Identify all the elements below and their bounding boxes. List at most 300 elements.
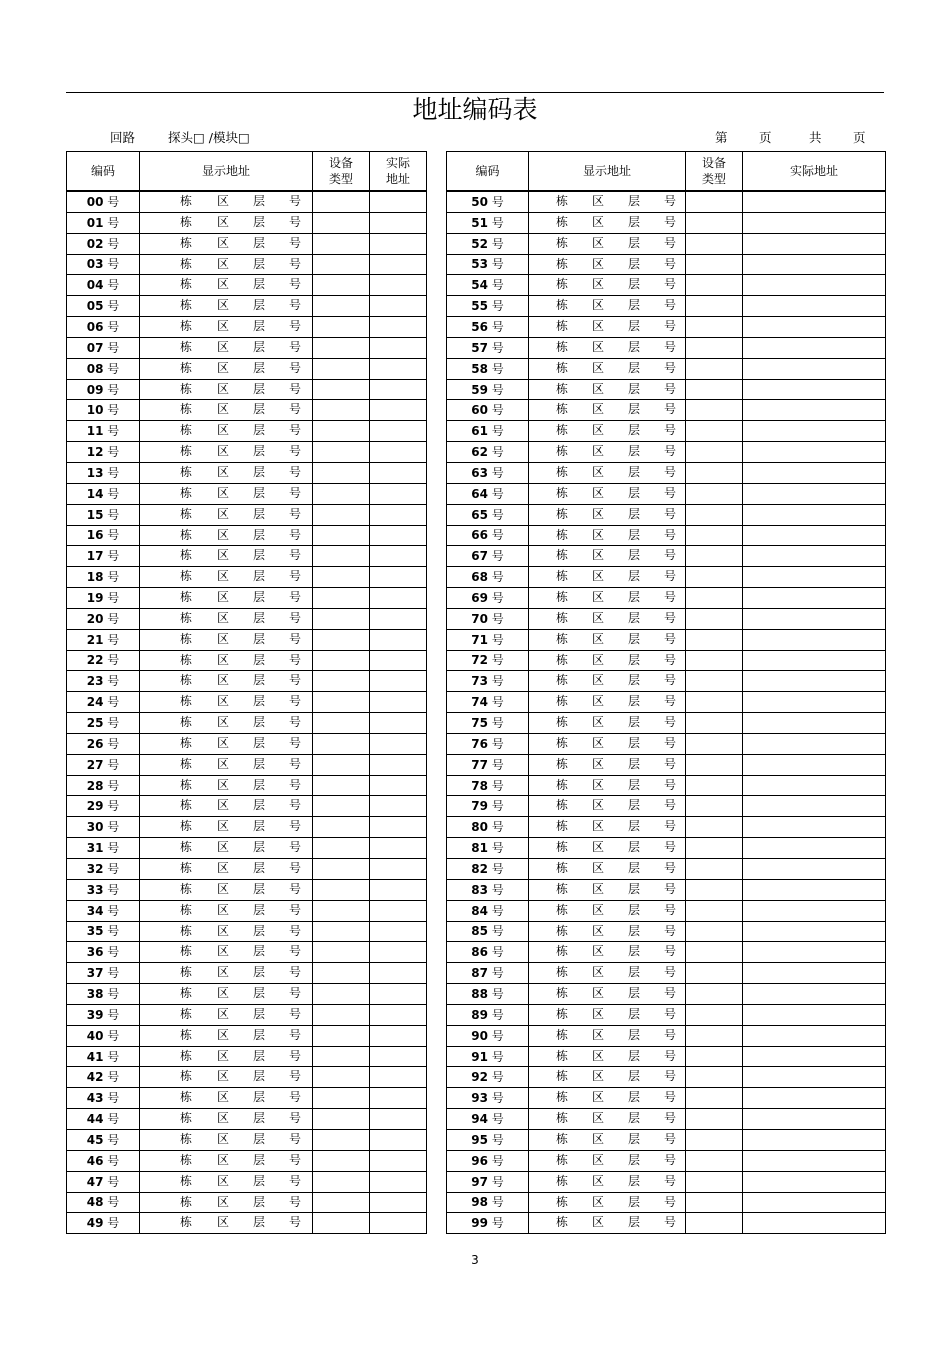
actual-address-cell[interactable] xyxy=(743,1192,886,1213)
actual-address-cell[interactable] xyxy=(370,400,427,421)
device-type-cell[interactable] xyxy=(686,608,743,629)
display-address-cell[interactable] xyxy=(140,546,313,567)
display-address-cell[interactable] xyxy=(140,337,313,358)
display-address-cell[interactable] xyxy=(140,1004,313,1025)
device-type-cell[interactable] xyxy=(686,1192,743,1213)
device-type-cell[interactable] xyxy=(313,1171,370,1192)
device-type-cell[interactable] xyxy=(686,1025,743,1046)
device-type-cell[interactable] xyxy=(313,546,370,567)
device-type-cell[interactable] xyxy=(313,650,370,671)
display-address-cell[interactable] xyxy=(529,504,686,525)
actual-address-cell[interactable] xyxy=(370,317,427,338)
display-address-cell[interactable] xyxy=(140,588,313,609)
display-address-cell[interactable] xyxy=(529,1067,686,1088)
display-address-cell[interactable] xyxy=(529,1171,686,1192)
actual-address-cell[interactable] xyxy=(370,921,427,942)
display-address-cell[interactable] xyxy=(529,713,686,734)
actual-address-cell[interactable] xyxy=(743,984,886,1005)
display-address-cell[interactable] xyxy=(140,1150,313,1171)
actual-address-cell[interactable] xyxy=(743,254,886,275)
actual-address-cell[interactable] xyxy=(743,1129,886,1150)
actual-address-cell[interactable] xyxy=(743,775,886,796)
display-address-cell[interactable] xyxy=(529,379,686,400)
actual-address-cell[interactable] xyxy=(743,859,886,880)
actual-address-cell[interactable] xyxy=(370,1109,427,1130)
actual-address-cell[interactable] xyxy=(743,379,886,400)
display-address-cell[interactable] xyxy=(529,859,686,880)
display-address-cell[interactable] xyxy=(140,212,313,233)
device-type-cell[interactable] xyxy=(313,838,370,859)
display-address-cell[interactable] xyxy=(529,1004,686,1025)
actual-address-cell[interactable] xyxy=(743,692,886,713)
display-address-cell[interactable] xyxy=(529,733,686,754)
device-type-cell[interactable] xyxy=(313,1025,370,1046)
display-address-cell[interactable] xyxy=(529,567,686,588)
actual-address-cell[interactable] xyxy=(743,191,886,212)
actual-address-cell[interactable] xyxy=(370,483,427,504)
actual-address-cell[interactable] xyxy=(370,1046,427,1067)
display-address-cell[interactable] xyxy=(140,1171,313,1192)
actual-address-cell[interactable] xyxy=(743,546,886,567)
actual-address-cell[interactable] xyxy=(370,379,427,400)
display-address-cell[interactable] xyxy=(529,588,686,609)
actual-address-cell[interactable] xyxy=(370,462,427,483)
actual-address-cell[interactable] xyxy=(370,567,427,588)
display-address-cell[interactable] xyxy=(140,733,313,754)
actual-address-cell[interactable] xyxy=(370,796,427,817)
device-type-cell[interactable] xyxy=(686,400,743,421)
device-type-cell[interactable] xyxy=(686,1109,743,1130)
display-address-cell[interactable] xyxy=(529,1088,686,1109)
actual-address-cell[interactable] xyxy=(743,713,886,734)
actual-address-cell[interactable] xyxy=(370,733,427,754)
actual-address-cell[interactable] xyxy=(743,442,886,463)
device-type-cell[interactable] xyxy=(313,921,370,942)
device-type-cell[interactable] xyxy=(313,713,370,734)
actual-address-cell[interactable] xyxy=(370,879,427,900)
actual-address-cell[interactable] xyxy=(743,921,886,942)
device-type-cell[interactable] xyxy=(686,462,743,483)
device-type-cell[interactable] xyxy=(313,879,370,900)
display-address-cell[interactable] xyxy=(140,567,313,588)
actual-address-cell[interactable] xyxy=(370,608,427,629)
actual-address-cell[interactable] xyxy=(370,588,427,609)
display-address-cell[interactable] xyxy=(529,1213,686,1234)
device-type-cell[interactable] xyxy=(313,296,370,317)
device-type-cell[interactable] xyxy=(686,588,743,609)
actual-address-cell[interactable] xyxy=(370,421,427,442)
actual-address-cell[interactable] xyxy=(370,775,427,796)
display-address-cell[interactable] xyxy=(140,462,313,483)
display-address-cell[interactable] xyxy=(140,838,313,859)
device-type-cell[interactable] xyxy=(313,1046,370,1067)
display-address-cell[interactable] xyxy=(140,817,313,838)
display-address-cell[interactable] xyxy=(529,525,686,546)
display-address-cell[interactable] xyxy=(529,942,686,963)
actual-address-cell[interactable] xyxy=(370,1004,427,1025)
actual-address-cell[interactable] xyxy=(743,1213,886,1234)
device-type-cell[interactable] xyxy=(313,629,370,650)
device-type-cell[interactable] xyxy=(686,1004,743,1025)
device-type-cell[interactable] xyxy=(686,567,743,588)
device-type-cell[interactable] xyxy=(686,191,743,212)
device-type-cell[interactable] xyxy=(313,963,370,984)
display-address-cell[interactable] xyxy=(140,879,313,900)
display-address-cell[interactable] xyxy=(140,775,313,796)
actual-address-cell[interactable] xyxy=(743,233,886,254)
device-type-cell[interactable] xyxy=(313,588,370,609)
device-type-cell[interactable] xyxy=(686,254,743,275)
display-address-cell[interactable] xyxy=(140,400,313,421)
display-address-cell[interactable] xyxy=(140,296,313,317)
device-type-cell[interactable] xyxy=(313,421,370,442)
device-type-cell[interactable] xyxy=(686,379,743,400)
actual-address-cell[interactable] xyxy=(743,567,886,588)
device-type-cell[interactable] xyxy=(686,546,743,567)
actual-address-cell[interactable] xyxy=(370,442,427,463)
display-address-cell[interactable] xyxy=(529,1150,686,1171)
device-type-cell[interactable] xyxy=(313,1088,370,1109)
actual-address-cell[interactable] xyxy=(370,1088,427,1109)
actual-address-cell[interactable] xyxy=(370,191,427,212)
device-type-cell[interactable] xyxy=(313,567,370,588)
actual-address-cell[interactable] xyxy=(743,900,886,921)
actual-address-cell[interactable] xyxy=(743,754,886,775)
display-address-cell[interactable] xyxy=(140,442,313,463)
display-address-cell[interactable] xyxy=(529,671,686,692)
actual-address-cell[interactable] xyxy=(743,588,886,609)
display-address-cell[interactable] xyxy=(140,483,313,504)
display-address-cell[interactable] xyxy=(140,921,313,942)
actual-address-cell[interactable] xyxy=(370,817,427,838)
actual-address-cell[interactable] xyxy=(743,671,886,692)
device-type-cell[interactable] xyxy=(686,754,743,775)
device-type-cell[interactable] xyxy=(313,942,370,963)
device-type-cell[interactable] xyxy=(313,984,370,1005)
display-address-cell[interactable] xyxy=(140,713,313,734)
actual-address-cell[interactable] xyxy=(743,525,886,546)
device-type-cell[interactable] xyxy=(686,1171,743,1192)
display-address-cell[interactable] xyxy=(529,838,686,859)
device-type-cell[interactable] xyxy=(313,859,370,880)
device-type-cell[interactable] xyxy=(686,1150,743,1171)
actual-address-cell[interactable] xyxy=(743,1004,886,1025)
actual-address-cell[interactable] xyxy=(370,525,427,546)
actual-address-cell[interactable] xyxy=(370,942,427,963)
actual-address-cell[interactable] xyxy=(370,358,427,379)
display-address-cell[interactable] xyxy=(529,754,686,775)
display-address-cell[interactable] xyxy=(140,650,313,671)
device-type-cell[interactable] xyxy=(686,212,743,233)
actual-address-cell[interactable] xyxy=(743,212,886,233)
actual-address-cell[interactable] xyxy=(370,254,427,275)
display-address-cell[interactable] xyxy=(140,1213,313,1234)
device-type-cell[interactable] xyxy=(313,796,370,817)
device-type-cell[interactable] xyxy=(686,296,743,317)
device-type-cell[interactable] xyxy=(686,317,743,338)
device-type-cell[interactable] xyxy=(686,921,743,942)
display-address-cell[interactable] xyxy=(140,525,313,546)
display-address-cell[interactable] xyxy=(529,1025,686,1046)
display-address-cell[interactable] xyxy=(529,775,686,796)
device-type-cell[interactable] xyxy=(313,692,370,713)
device-type-cell[interactable] xyxy=(686,963,743,984)
display-address-cell[interactable] xyxy=(529,191,686,212)
display-address-cell[interactable] xyxy=(529,1192,686,1213)
display-address-cell[interactable] xyxy=(529,254,686,275)
actual-address-cell[interactable] xyxy=(743,796,886,817)
display-address-cell[interactable] xyxy=(140,1129,313,1150)
display-address-cell[interactable] xyxy=(140,421,313,442)
actual-address-cell[interactable] xyxy=(370,504,427,525)
actual-address-cell[interactable] xyxy=(743,1025,886,1046)
display-address-cell[interactable] xyxy=(529,1109,686,1130)
device-type-cell[interactable] xyxy=(313,275,370,296)
actual-address-cell[interactable] xyxy=(743,1046,886,1067)
device-type-cell[interactable] xyxy=(686,629,743,650)
display-address-cell[interactable] xyxy=(529,817,686,838)
actual-address-cell[interactable] xyxy=(743,838,886,859)
display-address-cell[interactable] xyxy=(140,608,313,629)
device-type-cell[interactable] xyxy=(313,212,370,233)
actual-address-cell[interactable] xyxy=(743,629,886,650)
device-type-cell[interactable] xyxy=(686,879,743,900)
display-address-cell[interactable] xyxy=(140,379,313,400)
display-address-cell[interactable] xyxy=(529,900,686,921)
device-type-cell[interactable] xyxy=(313,400,370,421)
display-address-cell[interactable] xyxy=(529,421,686,442)
device-type-cell[interactable] xyxy=(686,942,743,963)
device-type-cell[interactable] xyxy=(686,984,743,1005)
display-address-cell[interactable] xyxy=(529,629,686,650)
device-type-cell[interactable] xyxy=(686,337,743,358)
device-type-cell[interactable] xyxy=(313,754,370,775)
display-address-cell[interactable] xyxy=(529,921,686,942)
device-type-cell[interactable] xyxy=(686,233,743,254)
device-type-cell[interactable] xyxy=(313,254,370,275)
display-address-cell[interactable] xyxy=(140,358,313,379)
device-type-cell[interactable] xyxy=(686,671,743,692)
display-address-cell[interactable] xyxy=(140,1067,313,1088)
device-type-cell[interactable] xyxy=(313,1192,370,1213)
display-address-cell[interactable] xyxy=(140,191,313,212)
actual-address-cell[interactable] xyxy=(743,1067,886,1088)
actual-address-cell[interactable] xyxy=(370,671,427,692)
display-address-cell[interactable] xyxy=(140,1025,313,1046)
device-type-cell[interactable] xyxy=(686,504,743,525)
device-type-cell[interactable] xyxy=(686,483,743,504)
device-type-cell[interactable] xyxy=(313,1213,370,1234)
device-type-cell[interactable] xyxy=(313,671,370,692)
display-address-cell[interactable] xyxy=(529,233,686,254)
actual-address-cell[interactable] xyxy=(743,879,886,900)
display-address-cell[interactable] xyxy=(140,504,313,525)
actual-address-cell[interactable] xyxy=(370,754,427,775)
device-type-cell[interactable] xyxy=(313,775,370,796)
actual-address-cell[interactable] xyxy=(370,963,427,984)
display-address-cell[interactable] xyxy=(140,1046,313,1067)
actual-address-cell[interactable] xyxy=(370,859,427,880)
actual-address-cell[interactable] xyxy=(743,400,886,421)
device-type-cell[interactable] xyxy=(313,358,370,379)
display-address-cell[interactable] xyxy=(529,483,686,504)
display-address-cell[interactable] xyxy=(140,796,313,817)
actual-address-cell[interactable] xyxy=(743,358,886,379)
device-type-cell[interactable] xyxy=(313,1067,370,1088)
actual-address-cell[interactable] xyxy=(743,1150,886,1171)
actual-address-cell[interactable] xyxy=(370,1192,427,1213)
device-type-cell[interactable] xyxy=(686,1213,743,1234)
display-address-cell[interactable] xyxy=(529,879,686,900)
device-type-cell[interactable] xyxy=(313,525,370,546)
display-address-cell[interactable] xyxy=(529,358,686,379)
actual-address-cell[interactable] xyxy=(743,1109,886,1130)
actual-address-cell[interactable] xyxy=(743,421,886,442)
display-address-cell[interactable] xyxy=(529,963,686,984)
actual-address-cell[interactable] xyxy=(743,942,886,963)
device-type-cell[interactable] xyxy=(686,358,743,379)
device-type-cell[interactable] xyxy=(313,483,370,504)
device-type-cell[interactable] xyxy=(686,1046,743,1067)
actual-address-cell[interactable] xyxy=(370,1213,427,1234)
actual-address-cell[interactable] xyxy=(370,629,427,650)
display-address-cell[interactable] xyxy=(529,796,686,817)
device-type-cell[interactable] xyxy=(313,191,370,212)
display-address-cell[interactable] xyxy=(529,400,686,421)
device-type-cell[interactable] xyxy=(686,1067,743,1088)
device-type-cell[interactable] xyxy=(686,1129,743,1150)
device-type-cell[interactable] xyxy=(686,859,743,880)
display-address-cell[interactable] xyxy=(529,650,686,671)
actual-address-cell[interactable] xyxy=(743,317,886,338)
device-type-cell[interactable] xyxy=(686,733,743,754)
actual-address-cell[interactable] xyxy=(743,337,886,358)
display-address-cell[interactable] xyxy=(140,233,313,254)
display-address-cell[interactable] xyxy=(529,1129,686,1150)
device-type-cell[interactable] xyxy=(686,713,743,734)
device-type-cell[interactable] xyxy=(686,775,743,796)
device-type-cell[interactable] xyxy=(313,733,370,754)
device-type-cell[interactable] xyxy=(686,1088,743,1109)
device-type-cell[interactable] xyxy=(313,462,370,483)
display-address-cell[interactable] xyxy=(140,671,313,692)
display-address-cell[interactable] xyxy=(140,317,313,338)
actual-address-cell[interactable] xyxy=(370,1129,427,1150)
display-address-cell[interactable] xyxy=(140,1192,313,1213)
actual-address-cell[interactable] xyxy=(370,275,427,296)
device-type-cell[interactable] xyxy=(313,900,370,921)
device-type-cell[interactable] xyxy=(313,233,370,254)
actual-address-cell[interactable] xyxy=(370,1025,427,1046)
device-type-cell[interactable] xyxy=(313,1109,370,1130)
actual-address-cell[interactable] xyxy=(370,546,427,567)
display-address-cell[interactable] xyxy=(140,963,313,984)
device-type-cell[interactable] xyxy=(686,796,743,817)
device-type-cell[interactable] xyxy=(313,442,370,463)
display-address-cell[interactable] xyxy=(529,984,686,1005)
device-type-cell[interactable] xyxy=(313,337,370,358)
actual-address-cell[interactable] xyxy=(743,483,886,504)
device-type-cell[interactable] xyxy=(313,317,370,338)
actual-address-cell[interactable] xyxy=(370,296,427,317)
device-type-cell[interactable] xyxy=(686,442,743,463)
display-address-cell[interactable] xyxy=(140,1109,313,1130)
display-address-cell[interactable] xyxy=(140,900,313,921)
actual-address-cell[interactable] xyxy=(743,1171,886,1192)
display-address-cell[interactable] xyxy=(140,254,313,275)
device-type-cell[interactable] xyxy=(686,421,743,442)
actual-address-cell[interactable] xyxy=(370,692,427,713)
actual-address-cell[interactable] xyxy=(743,1088,886,1109)
display-address-cell[interactable] xyxy=(140,942,313,963)
device-type-cell[interactable] xyxy=(313,817,370,838)
display-address-cell[interactable] xyxy=(529,212,686,233)
actual-address-cell[interactable] xyxy=(370,337,427,358)
display-address-cell[interactable] xyxy=(529,692,686,713)
display-address-cell[interactable] xyxy=(529,337,686,358)
device-type-cell[interactable] xyxy=(313,1150,370,1171)
actual-address-cell[interactable] xyxy=(743,963,886,984)
display-address-cell[interactable] xyxy=(529,1046,686,1067)
display-address-cell[interactable] xyxy=(140,629,313,650)
display-address-cell[interactable] xyxy=(140,754,313,775)
actual-address-cell[interactable] xyxy=(370,713,427,734)
display-address-cell[interactable] xyxy=(529,275,686,296)
device-type-cell[interactable] xyxy=(686,817,743,838)
device-type-cell[interactable] xyxy=(686,275,743,296)
actual-address-cell[interactable] xyxy=(370,984,427,1005)
device-type-cell[interactable] xyxy=(686,838,743,859)
display-address-cell[interactable] xyxy=(140,692,313,713)
actual-address-cell[interactable] xyxy=(743,296,886,317)
display-address-cell[interactable] xyxy=(529,546,686,567)
device-type-cell[interactable] xyxy=(313,1004,370,1025)
device-type-cell[interactable] xyxy=(686,900,743,921)
actual-address-cell[interactable] xyxy=(370,212,427,233)
display-address-cell[interactable] xyxy=(529,317,686,338)
actual-address-cell[interactable] xyxy=(370,233,427,254)
actual-address-cell[interactable] xyxy=(743,504,886,525)
actual-address-cell[interactable] xyxy=(743,650,886,671)
display-address-cell[interactable] xyxy=(140,1088,313,1109)
device-type-cell[interactable] xyxy=(313,379,370,400)
actual-address-cell[interactable] xyxy=(743,275,886,296)
device-type-cell[interactable] xyxy=(313,608,370,629)
actual-address-cell[interactable] xyxy=(370,650,427,671)
display-address-cell[interactable] xyxy=(140,984,313,1005)
display-address-cell[interactable] xyxy=(529,608,686,629)
actual-address-cell[interactable] xyxy=(743,462,886,483)
actual-address-cell[interactable] xyxy=(370,900,427,921)
actual-address-cell[interactable] xyxy=(370,1150,427,1171)
actual-address-cell[interactable] xyxy=(370,1067,427,1088)
device-type-cell[interactable] xyxy=(686,650,743,671)
actual-address-cell[interactable] xyxy=(370,1171,427,1192)
actual-address-cell[interactable] xyxy=(370,838,427,859)
device-type-cell[interactable] xyxy=(313,504,370,525)
display-address-cell[interactable] xyxy=(529,462,686,483)
device-type-cell[interactable] xyxy=(686,692,743,713)
display-address-cell[interactable] xyxy=(529,442,686,463)
device-type-cell[interactable] xyxy=(313,1129,370,1150)
display-address-cell[interactable] xyxy=(140,275,313,296)
actual-address-cell[interactable] xyxy=(743,733,886,754)
display-address-cell[interactable] xyxy=(529,296,686,317)
device-type-cell[interactable] xyxy=(686,525,743,546)
actual-address-cell[interactable] xyxy=(743,608,886,629)
display-address-cell[interactable] xyxy=(140,859,313,880)
actual-address-cell[interactable] xyxy=(743,817,886,838)
